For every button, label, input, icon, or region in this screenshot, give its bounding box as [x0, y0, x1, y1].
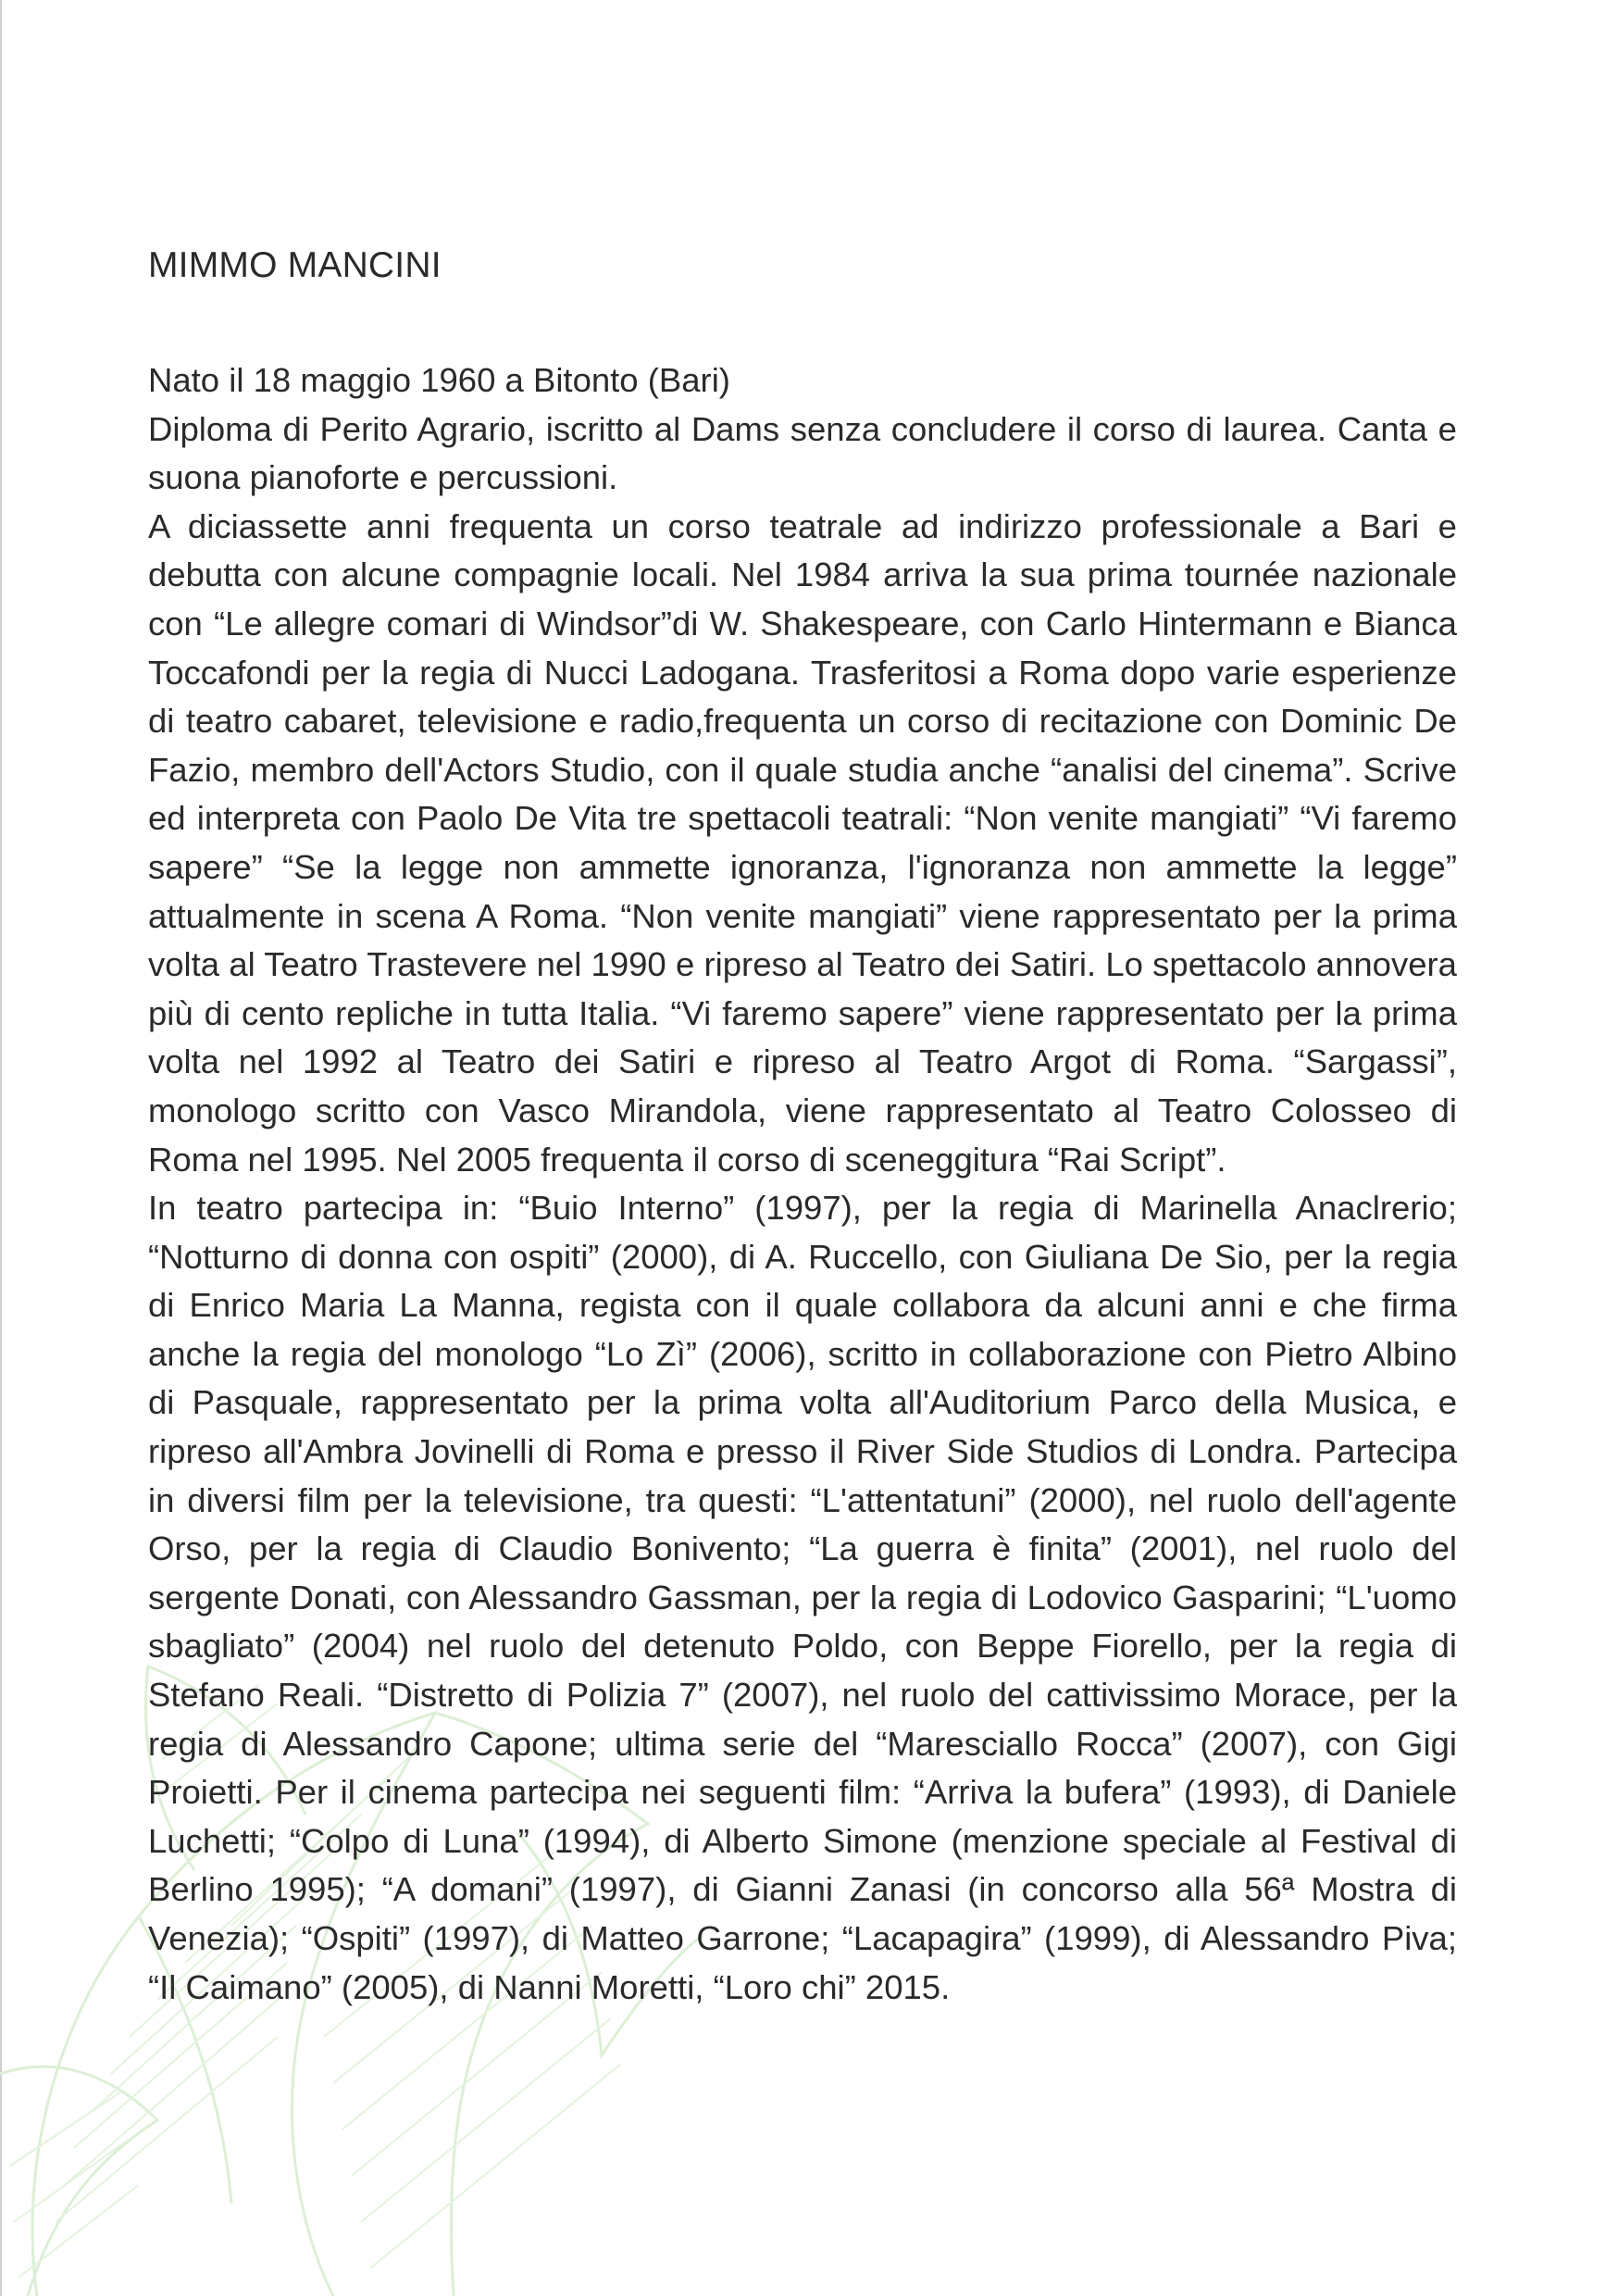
filmography-paragraph: In teatro partecipa in: “Buio Interno” (1997), per la regia di Marinella Anaclrerio; “Notturno di donna con ospiti” (2000), di A. Ruccello, con Giuliana De Sio, per la regia di Enrico Maria La Manna, regista con il quale collabora da alcuni anni e che firma anche la regia del monologo “Lo Zì” (2006), scritto in collaborazione con Pietro Albino di Pasquale, rappresentato per la prima volta all'Auditorium Parco della Musica, e ripreso all'Ambra Jovinelli di Roma e presso il River Side Studios di Londra. Partecipa in diversi film per la televisione, tra questi: “L'attentatuni” (2000), nel ruolo dell'agente Orso, per la regia di Claudio Bonivento; “La guerra è finita” (2001), nel ruolo del sergente Donati, con Alessandro Gassman, per la regia di Lodovico Gasparini; “L'uomo sbagliato” (2004) nel ruolo del detenuto Poldo, con Beppe Fiorello, per la regia di Stefano Reali. “Distretto di Polizia 7” (2007), nel ruolo del cattivissimo Morace, per la regia di Alessandro Capone; ultima serie del “Maresciallo Rocca” (2007), con Gigi Proietti. Per il cinema partecipa nei seguenti film: “Arriva la bufera” (1993), di Daniele Luchetti; “Colpo di Luna” (1994), di Alberto Simone (menzione speciale al Festival di Berlino 1995); “A domani” (1997), di Gianni Zanasi (in concorso alla 56ª Mostra di Venezia); “Ospiti” (1997), di Matteo Garrone; “Lacapagira” (1999), di Alessandro Piva; “Il Caimano” (2005), di Nanni Moretti, “Loro chi” 2015. — [148, 1189, 1457, 2006]
person-name-heading: MIMMO MANCINI — [148, 245, 442, 285]
theatre-career-paragraph: A diciassette anni frequenta un corso teatrale ad indirizzo professionale a Bari e debutta con alcune compagnie locali. Nel 1984 arriva la sua prima tournée nazionale con “Le allegre comari di Windsor”di W. Shakespeare, con Carlo Hintermann e Bianca Toccafondi per la regia di Nucci Ladogana. Trasferitosi a Roma dopo varie esperienze di teatro cabaret, televisione e radio,frequenta un corso di recitazione con Dominic De Fazio, membro dell'Actors Studio, con il quale studia anche “analisi del cinema”. Scrive ed interpreta con Paolo De Vita tre spettacoli teatrali: “Non venite mangiati” “Vi faremo sapere” “Se la legge non ammette ignoranza, l'ignoranza non ammette la legge” attualmente in scena A Roma. “Non venite mangiati” viene rappresentato per la prima volta al Teatro Trastevere nel 1990 e ripreso al Teatro dei Satiri. Lo spettacolo annovera più di cento repliche in tutta Italia. “Vi faremo sapere” viene rappresentato per la prima volta nel 1992 al Teatro dei Satiri e ripreso al Teatro Argot di Roma. “Sargassi”, monologo scritto con Vasco Mirandola, viene rappresentato al Teatro Colosseo di Roma nel 1995. Nel 2005 frequenta il corso di sceneggitura “Rai Script”. — [148, 506, 1457, 1179]
education-paragraph: Diploma di Perito Agrario, iscritto al Dams senza concludere il corso di laurea. Canta e suona pianoforte e percussioni. — [148, 409, 1457, 497]
biography-body — [148, 356, 1457, 2012]
birth-paragraph: Nato il 18 maggio 1960 a Bitonto (Bari) — [148, 361, 730, 399]
biography-document — [148, 243, 1457, 2012]
